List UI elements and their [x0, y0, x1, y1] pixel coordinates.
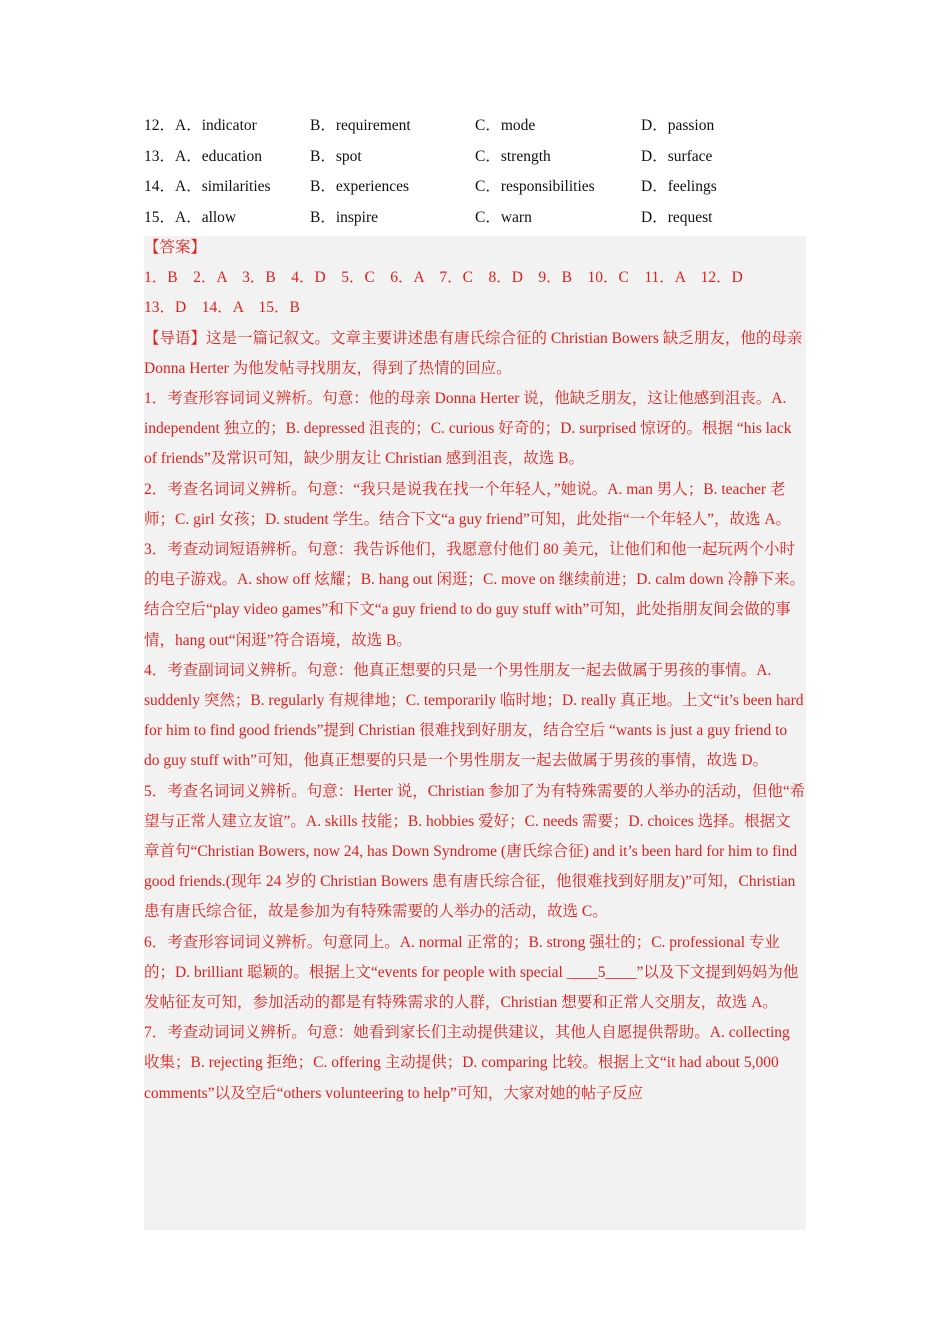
explanation-6: 6．考查形容词词义辨析。句意同上。A. normal 正常的；B. strong 强壮的；C. professional 专业的；D. brilliant 聪颖的。根据上文“events for people with special ____5____”以及下文提到妈妈为他发帖征友可知，参加活动的都是有特殊需求的人群，Christian 想要和正常人交朋友，故选 A。 [144, 933, 799, 1012]
explanation-3: 3．考查动词短语辨析。句意：我告诉他们，我愿意付他们 80 美元，让他们和他一起玩两个小时的电子游戏。A. show off 炫耀；B. hang out 闲逛；C. move on 继续前进；D. calm down 冷静下来。结合空后“play video games”和下文“a guy friend to do guy stuff with”可知，此处指朋友间会做的事情，hang out“闲逛”符合语境，故选 B。 [144, 541, 806, 649]
explanation-4: 4．考查副词词义辨析。句意：他真正想要的只是一个男性朋友一起去做属于男孩的事情。A. suddenly 突然；B. regularly 有规律地；C. temporarily 临时地；D. really 真正地。上文“it’s been hard for him to find good friends”提到 Christian 很难找到好朋友，结合空后 “wants is just a guy friend to do guy stuff with”可知，他真正想要的只是一个男性朋友一起去做属于男孩的事情，故选 D。 [144, 661, 804, 770]
option-row-14 [144, 172, 806, 202]
option-c: C．mode [475, 117, 536, 134]
option-c: C．strength [475, 148, 551, 165]
option-row-12 [144, 111, 806, 141]
intro-paragraph: 【导语】这是一篇记叙文。文章主要讲述患有唐氏综合征的 Christian Bowers 缺乏朋友，他的母亲 Donna Herter 为他发帖寻找朋友，得到了热情的回应。 [144, 329, 803, 377]
option-a: 12．A．indicator [144, 117, 257, 134]
explanation-7: 7．考查动词词义辨析。句意：她看到家长们主动提供建议，其他人自愿提供帮助。A. collecting 收集；B. rejecting 拒绝；C. offering 主动提供；D. comparing 比较。根据上文“it had about 5,000 comments”以及空后“others volunteering to help”可知，大家对她的帖子反应 [144, 1024, 790, 1102]
option-b: B．inspire [310, 209, 379, 226]
answer-section [144, 233, 806, 1109]
option-d: D．feelings [641, 178, 717, 195]
option-a: 14．A．similarities [144, 178, 271, 195]
option-d: D．request [641, 209, 713, 226]
option-c: C．responsibilities [475, 178, 595, 195]
option-a: 15．A．allow [144, 209, 237, 226]
explanation-2: 2．考查名词词义辨析。句意：“我只是说我在找一个年轻人，”她说。A. man 男人；B. teacher 老师；C. girl 女孩；D. student 学生。结合下文“a guy friend”可知，此处指“一个年轻人”，故选 A。 [144, 480, 792, 528]
explanation-5: 5．考查名词词义辨析。句意：Herter 说，Christian 参加了为有特殊需要的人举办的活动，但他“希望与正常人建立友谊”。A. skills 技能；B. hobbies 爱好；C. needs 需要；D. choices 选择。根据文章首句“Christian Bowers, now 24, has Down Syndrome (唐氏综合征) and it’s been hard for him to find good friends.(现年 24 岁的 Christian Bowers 患有唐氏综合征，他很难找到好朋友)”可知，Christian 患有唐氏综合征，故是参加为有特殊需要的人举办的活动，故选 C。 [144, 782, 806, 921]
option-row-13 [144, 142, 806, 172]
option-c: C．warn [475, 209, 532, 226]
option-b: B．spot [310, 148, 362, 165]
option-b: B．experiences [310, 178, 409, 195]
option-d: D．surface [641, 148, 713, 165]
answer-key-line-2: 13．D 14．A 15．B [144, 299, 300, 317]
option-row-15 [144, 203, 806, 233]
option-a: 13．A．education [144, 148, 262, 165]
option-b: B．requirement [310, 117, 411, 134]
answer-header: 【答案】 [144, 239, 207, 256]
answer-key-line-1: 1．B 2．A 3．B 4．D 5．C 6．A 7．C 8．D 9．B 10．C 11．A 12．D [144, 269, 743, 287]
option-d: D．passion [641, 117, 715, 134]
explanation-1: 1．考查形容词词义辨析。句意：他的母亲 Donna Herter 说，他缺乏朋友，这让他感到沮丧。A. independent 独立的；B. depressed 沮丧的；C. curious 好奇的；D. surprised 惊讶的。根据 “his lack of friends”及常识可知，缺少朋友让 Christian 感到沮丧，故选 B。 [144, 390, 792, 468]
